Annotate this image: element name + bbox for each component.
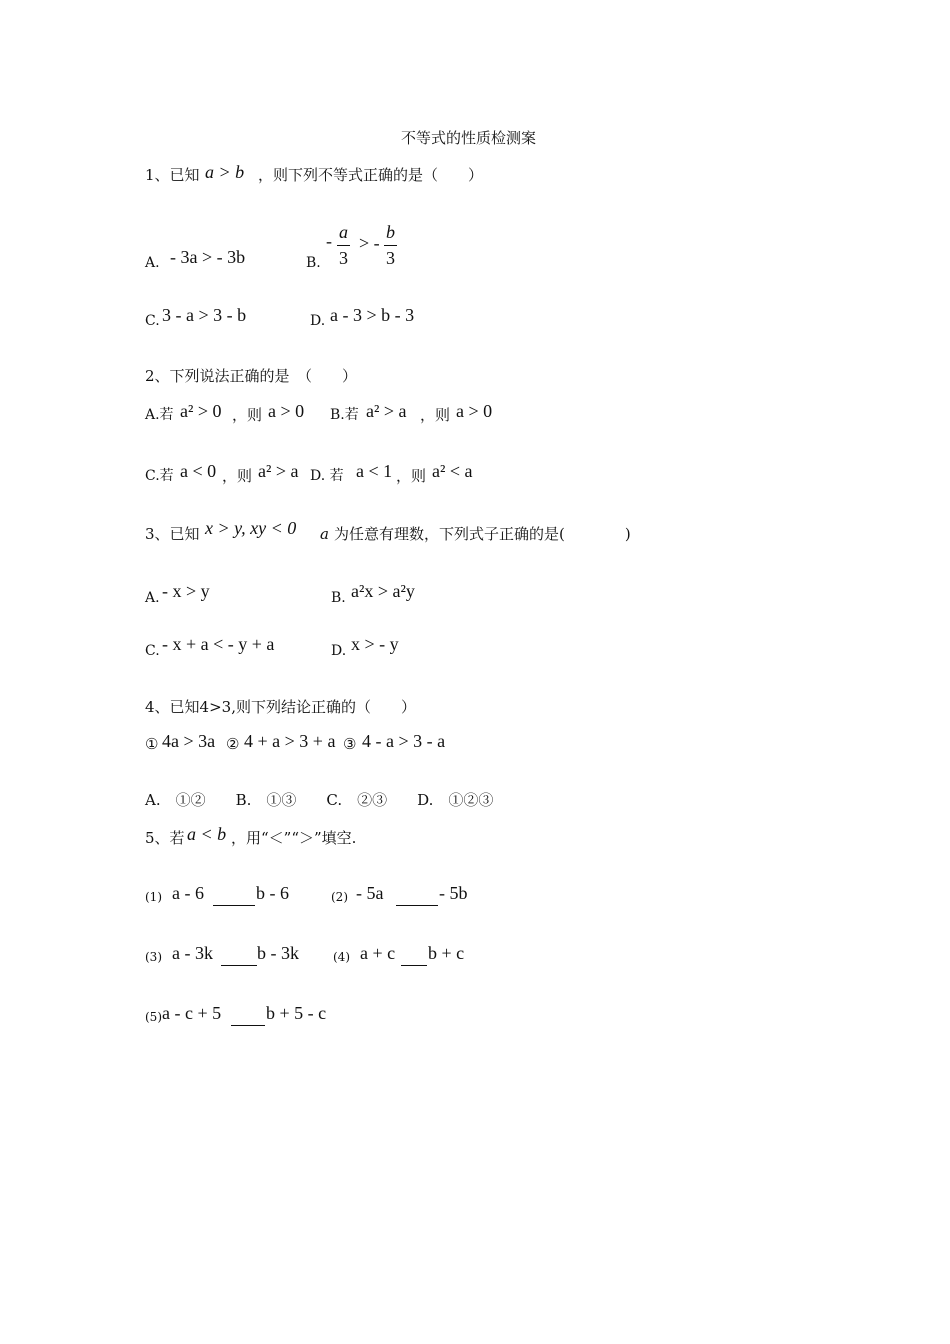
- q3-option-a-label: A.: [145, 590, 160, 606]
- q2-option-b-label: B.若: [330, 407, 359, 423]
- q1-option-c-label: C.: [145, 313, 160, 329]
- q1-option-b-mid: > -: [359, 233, 380, 253]
- q5-part-2-right: - 5b: [439, 883, 468, 903]
- q5-part-3-left: a - 3k: [172, 943, 213, 963]
- q5-part-1-blank[interactable]: [213, 885, 255, 906]
- q4-circled-1: ①: [145, 735, 159, 753]
- q3-suffix: 为任意有理数，下列式子正确的是( ): [334, 525, 631, 543]
- q5-part-3-blank[interactable]: [221, 945, 257, 966]
- q1-option-d-label: D.: [310, 313, 326, 329]
- q1-prefix: 1、已知: [145, 166, 200, 184]
- q5-part-1-right: b - 6: [256, 883, 289, 903]
- q2-option-b-cond: a² > a: [366, 401, 407, 421]
- q1-option-a-expr: - 3a > - 3b: [170, 247, 246, 267]
- q2-option-d-label: D. 若: [310, 468, 344, 484]
- q2-option-b-result: a > 0: [456, 401, 493, 421]
- q4-expr-3: 4 - a > 3 - a: [362, 731, 446, 751]
- q5-part-4-blank[interactable]: [401, 945, 427, 966]
- q3-option-d-expr: x > - y: [351, 634, 399, 654]
- q5-part-3-right: b - 3k: [257, 943, 299, 963]
- q5-part-5-left: a - c + 5: [162, 1003, 222, 1023]
- q1-option-d-expr: a - 3 > b - 3: [330, 305, 415, 325]
- q5-condition: a < b: [187, 824, 227, 844]
- q1-b-denominator-2: 3: [386, 248, 395, 268]
- q1-b-denominator-1: 3: [339, 248, 348, 268]
- q1-condition: a > b: [205, 162, 245, 182]
- q2-option-d-then: ，则: [396, 467, 427, 485]
- q5-part-3-label: (3): [145, 950, 162, 964]
- q2-option-c-result: a² > a: [258, 461, 299, 481]
- q2-option-a-result: a > 0: [268, 401, 305, 421]
- q1-option-a-label: A.: [145, 255, 160, 271]
- q2-option-d-cond: a < 1: [356, 461, 393, 481]
- q2-option-d-result: a² < a: [432, 461, 473, 481]
- q5-suffix: ，用“＜”“＞”填空.: [231, 829, 357, 847]
- q1-option-b-label: B.: [306, 255, 321, 271]
- q3-option-c-expr: - x + a < - y + a: [162, 634, 275, 654]
- q1-suffix: ，则下列不等式正确的是（ ）: [258, 166, 484, 184]
- q5-part-1-left: a - 6: [172, 883, 204, 903]
- q3-option-b-label: B.: [331, 590, 346, 606]
- q3-condition: x > y, xy < 0: [205, 518, 297, 538]
- q3-option-d-label: D.: [331, 643, 347, 659]
- q5-part-5-label: (5): [145, 1010, 162, 1024]
- q1-b-numerator-2: b: [384, 222, 397, 246]
- q3-prefix: 3、已知: [145, 525, 200, 543]
- q5-part-1-label: (1): [145, 890, 162, 904]
- q2-option-a-label: A.若: [145, 407, 174, 423]
- q3-var: a: [320, 525, 329, 543]
- q5-part-2-blank[interactable]: [396, 885, 438, 906]
- q2-option-c-then: ，则: [222, 467, 253, 485]
- q5-part-4-right: b + c: [428, 943, 465, 963]
- q4-expr-2: 4 + a > 3 + a: [244, 731, 336, 751]
- q2-option-b-then: ，则: [420, 406, 451, 424]
- q1-option-c-expr: 3 - a > 3 - b: [162, 305, 247, 325]
- q5-part-4-label: (4): [333, 950, 350, 964]
- q5-part-2-left: - 5a: [356, 883, 384, 903]
- q4-circled-2: ②: [226, 735, 240, 753]
- q5-prefix: 5、若: [145, 829, 185, 847]
- q4-circled-3: ③: [343, 735, 357, 753]
- q4-expr-1: 4a > 3a: [162, 731, 216, 751]
- q5-part-5-right: b + 5 - c: [266, 1003, 327, 1023]
- q5-part-2-label: (2): [331, 890, 348, 904]
- q4-options: A. ①② B. ①③ C. ②③ D. ①②③: [145, 791, 494, 809]
- q3-option-c-label: C.: [145, 643, 160, 659]
- q1-option-b-frac1: [337, 222, 350, 269]
- q2-option-a-then: ，则: [232, 406, 263, 424]
- q1-option-b-frac2: [384, 222, 397, 269]
- q1-option-b-neg: -: [326, 231, 332, 251]
- q2-option-a-cond: a² > 0: [180, 401, 222, 421]
- q2-option-c-cond: a < 0: [180, 461, 217, 481]
- q5-part-4-left: a + c: [360, 943, 396, 963]
- page-title: 不等式的性质检测案: [401, 129, 537, 147]
- q2-stem: 2、下列说法正确的是 （ ）: [145, 367, 358, 385]
- q3-option-a-expr: - x > y: [162, 581, 210, 601]
- q4-stem: 4、已知4>3,则下列结论正确的（ ）: [145, 698, 416, 716]
- q5-part-5-blank[interactable]: [231, 1005, 265, 1026]
- q1-b-numerator-1: a: [337, 222, 350, 246]
- q2-option-c-label: C.若: [145, 468, 174, 484]
- q3-option-b-expr: a²x > a²y: [351, 581, 415, 601]
